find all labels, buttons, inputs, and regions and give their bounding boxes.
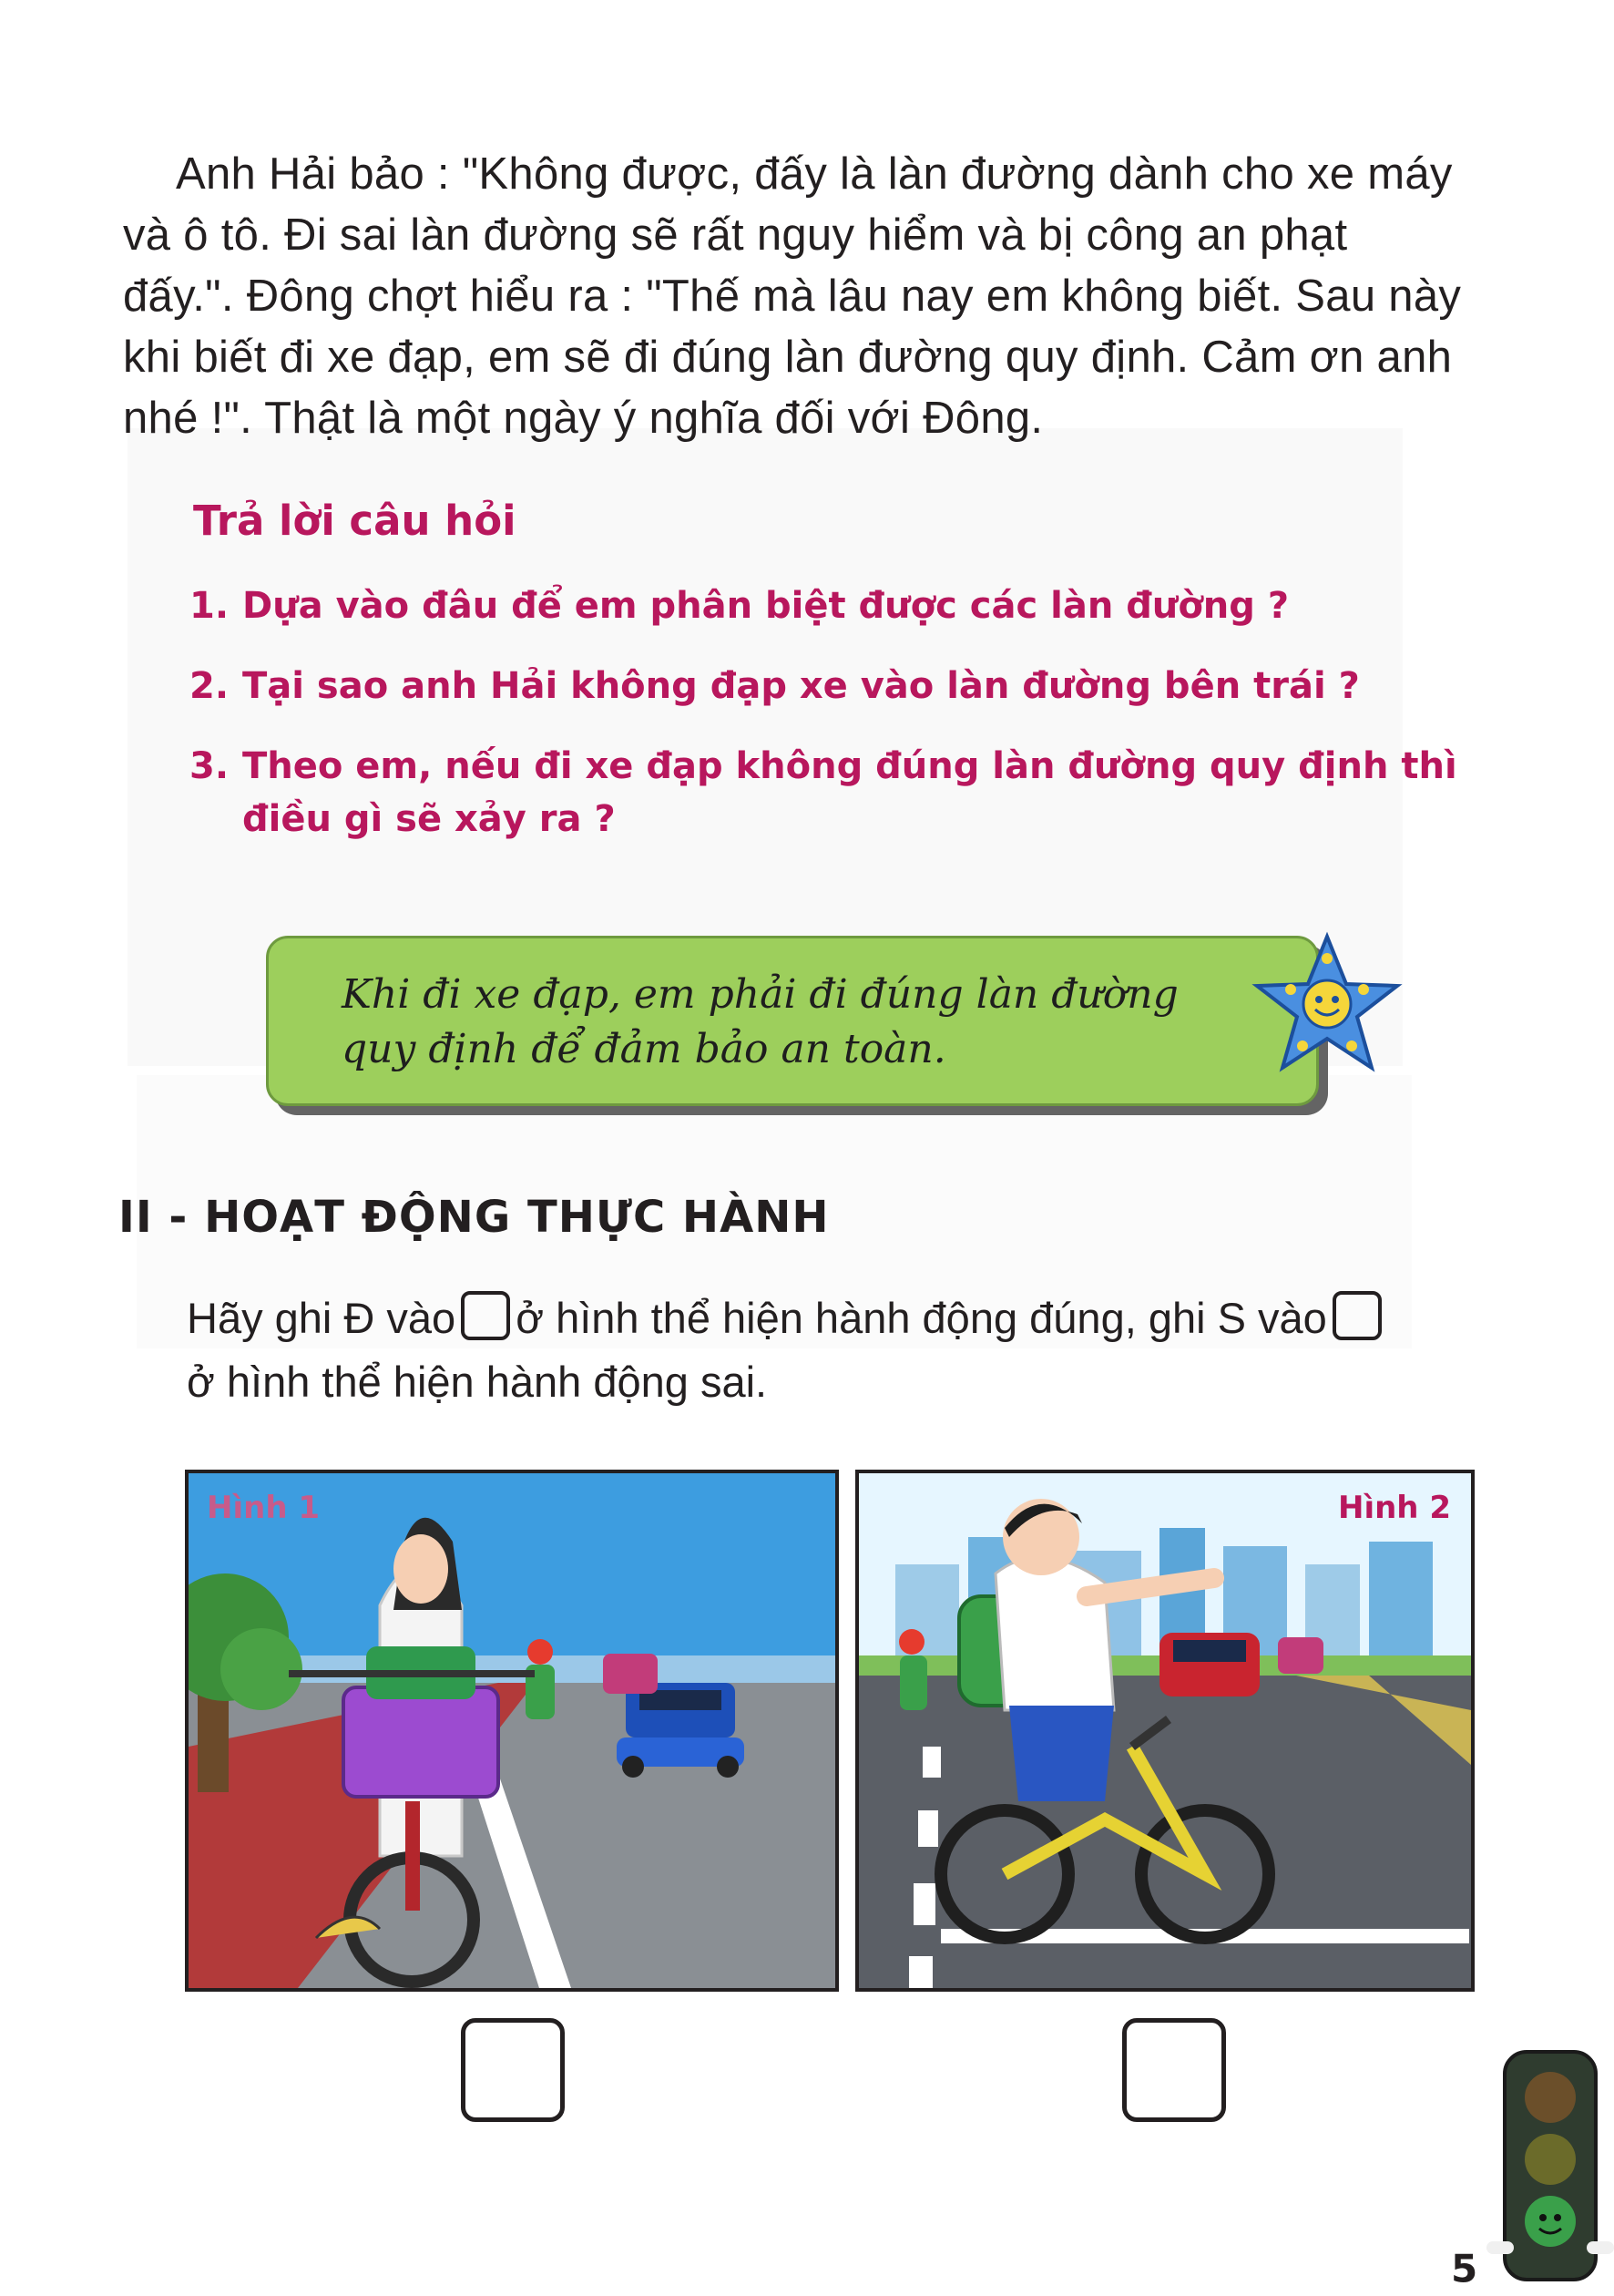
- inline-checkbox-icon: [1333, 1291, 1382, 1340]
- instruction-part-3: ở hình thể hiện hành động sai.: [187, 1358, 768, 1406]
- question-text: Dựa vào đâu để em phân biệt được các làn đường ?: [242, 585, 1290, 627]
- answer-box-figure-1[interactable]: [461, 2018, 565, 2122]
- story-paragraph: [123, 144, 1471, 449]
- page-number: 5: [1451, 2246, 1478, 2291]
- questions-title: Trả lời câu hỏi: [193, 497, 516, 545]
- figure-1-image: [185, 1470, 839, 1992]
- traffic-light-mascot-icon: [1486, 2041, 1614, 2296]
- instruction-part-1: Hãy ghi Đ vào: [187, 1294, 456, 1342]
- story-text: Anh Hải bảo : "Không được, đấy là làn đường dành cho xe máy và ô tô. Đi sai làn đường sẽ rất nguy hiểm và bị công an phạt đấy.". Đông chợt hiểu ra : "Thế mà lâu nay em không biết. Sau này khi biết đi xe đạp, em sẽ đi đúng làn đường quy định. Cảm ơn anh nhé !". Thật là một ngày ý nghĩa đối với Đông.: [123, 149, 1462, 443]
- answer-box-figure-2[interactable]: [1122, 2018, 1226, 2122]
- figure-2-label: Hình 2: [1337, 1490, 1451, 1526]
- question-item: [189, 740, 1501, 846]
- question-number: 3.: [189, 745, 230, 787]
- question-number: 2.: [189, 665, 230, 707]
- inline-checkbox-icon: [461, 1291, 510, 1340]
- instruction-text: [187, 1286, 1489, 1414]
- section-title: II - HOẠT ĐỘNG THỰC HÀNH: [118, 1192, 830, 1243]
- question-item: [189, 579, 1501, 632]
- safety-callout: [266, 936, 1319, 1106]
- question-text: Theo em, nếu đi xe đạp không đúng làn đường quy định thì điều gì sẽ xảy ra ?: [242, 745, 1457, 840]
- figure-2-image: [855, 1470, 1475, 1992]
- smiling-star-icon: [1250, 931, 1405, 1086]
- question-item: [189, 660, 1501, 712]
- question-number: 1.: [189, 585, 230, 627]
- question-text: Tại sao anh Hải không đạp xe vào làn đường bên trái ?: [242, 665, 1360, 707]
- figure-1-label: Hình 1: [207, 1490, 321, 1526]
- questions-list: [189, 579, 1501, 873]
- callout-text: Khi đi xe đạp, em phải đi đúng làn đường quy định để đảm bảo an toàn.: [342, 971, 1179, 1072]
- instruction-part-2: ở hình thể hiện hành động đúng, ghi S vào: [516, 1294, 1327, 1342]
